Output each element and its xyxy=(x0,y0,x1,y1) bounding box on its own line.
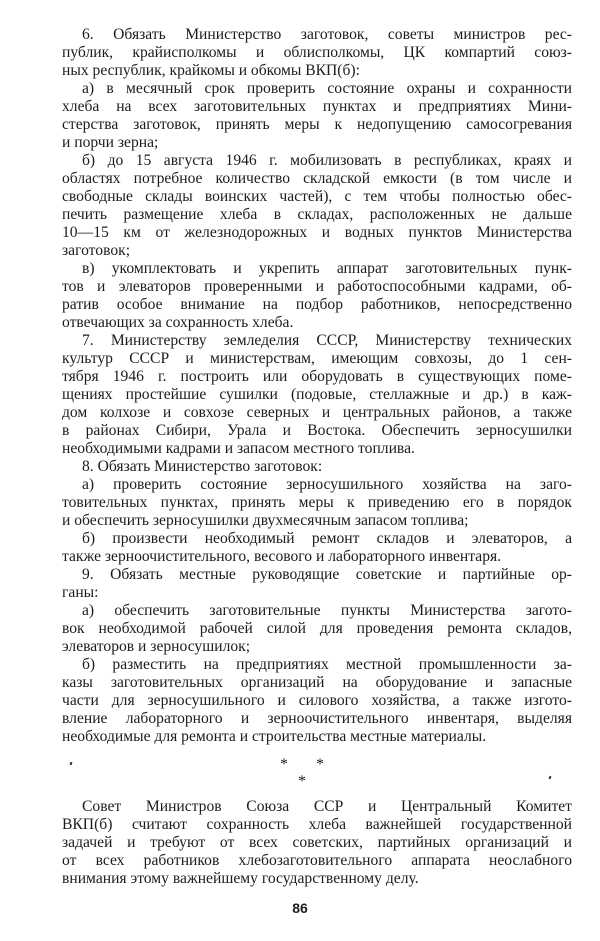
text-line: б) разместить на предприятиях местной промышленности за- xyxy=(82,656,572,673)
text-line: дом колхозе и совхозе северных и центральных районов, а также xyxy=(62,404,572,421)
text-line: а) обеспечить заготовительные пункты Министерства загото- xyxy=(82,602,572,619)
text-line: отвечающих за сохранность хлеба. xyxy=(62,314,294,331)
text-line: стерства заготовок, принять меры к недопущению самосогревания xyxy=(62,116,572,133)
text-line: 8. Обязать Министерство заготовок: xyxy=(82,458,323,475)
closing-paragraph xyxy=(62,798,572,888)
text-line: 7. Министерству земледелия СССР, Министерству технических xyxy=(82,332,572,349)
text-line: щениях простейшие сушилки (подовые, стеллажные и др.) в каж- xyxy=(62,386,572,403)
paragraph xyxy=(62,26,572,80)
text-line: 10—15 км от железнодорожных и водных пунктов Министерства xyxy=(62,224,572,241)
paragraph xyxy=(62,152,572,260)
text-line: элеваторов и зерносушилок; xyxy=(62,638,251,655)
page-number: 86 xyxy=(292,900,308,916)
text-line: и порчи зерна; xyxy=(62,134,159,151)
text-line: свободные склады воинских частей), с тем чтобы полностью обес- xyxy=(62,188,572,205)
text-line: печить размещение хлеба в складах, расположенных не дальше xyxy=(62,206,572,223)
text-line: также зерноочистительного, весового и лабораторного инвентаря. xyxy=(62,548,502,565)
text-line: б) до 15 августа 1946 г. мобилизовать в республиках, краях и xyxy=(82,152,572,169)
text-line: 9. Обязать местные руководящие советские и партийные ор- xyxy=(82,566,572,583)
asterisk: * xyxy=(316,756,324,773)
text-line: Совет Министров Союза ССР и Центральный Комитет xyxy=(82,798,572,815)
asterisk: * xyxy=(298,773,306,790)
paragraph xyxy=(62,566,572,602)
asterisk: * xyxy=(280,756,288,773)
text-line: ганы: xyxy=(62,584,99,601)
paragraph xyxy=(62,332,572,458)
text-line: культур СССР и министерствам, имеющим совхозы, до 1 сен- xyxy=(62,350,572,367)
text-line: от всех работников хлебозаготовительного аппарата неослабного xyxy=(62,852,572,869)
text-line: казы заготовительных организаций на оборудование и запасные xyxy=(62,674,572,691)
section-separator xyxy=(0,756,600,790)
text-line: в районах Сибири, Урала и Востока. Обеспечить зерносушилки xyxy=(62,422,572,439)
text-line: 6. Обязать Министерство заготовок, советы министров рес- xyxy=(82,26,572,43)
text-line: а) проверить состояние зерносушильного хозяйства на заго- xyxy=(82,476,572,493)
text-line: вок необходимой рабочей силой для проведения ремонта складов, xyxy=(62,620,572,637)
paragraph xyxy=(62,530,572,566)
text-line: внимания этому важнейшему государственному делу. xyxy=(62,870,419,887)
text-line: необходимыми кадрами и запасом местного топлива. xyxy=(62,440,415,457)
paragraph xyxy=(62,602,572,656)
text-line: областях потребное количество складской емкости (в том числе и xyxy=(62,170,572,187)
text-line: тов и элеваторов проверенными и работоспособными кадрами, об- xyxy=(62,278,572,295)
text-line: вление лабораторного и зерноочистительного инвентаря, выделяя xyxy=(62,710,572,727)
paragraph xyxy=(62,80,572,152)
text-line: заготовок; xyxy=(62,242,131,259)
text-line: задачей и требуют от всех советских, партийных организаций и xyxy=(62,834,572,851)
text-line: необходимые для ремонта и строительства местные материалы. xyxy=(62,728,487,745)
paragraph xyxy=(62,476,572,530)
text-line: части для зерносушильного и силового хозяйства, а также изгото- xyxy=(62,692,572,709)
text-line: публик, крайисполкомы и облисполкомы, ЦК компартий союз- xyxy=(62,44,572,61)
paragraph xyxy=(62,260,572,332)
text-line: тября 1946 г. построить или оборудовать в существующих поме- xyxy=(62,368,572,385)
text-line: ных республик, крайкомы и обкомы ВКП(б): xyxy=(62,62,360,79)
paragraph xyxy=(62,458,572,476)
paragraph xyxy=(62,656,572,746)
text-line: в) укомплектовать и укрепить аппарат заготовительных пунк- xyxy=(82,260,572,277)
document-body xyxy=(62,26,572,746)
text-line: б) произвести необходимый ремонт складов и элеваторов, а xyxy=(82,530,572,547)
text-line: хлеба на всех заготовительных пунктах и предприятиях Мини- xyxy=(62,98,572,115)
text-line: и обеспечить зерносушилки двухмесячным запасом топлива; xyxy=(62,512,469,529)
text-line: ВКП(б) считают сохранность хлеба важнейшей государственной xyxy=(62,816,572,833)
text-line: ратив особое внимание на подбор работников, непосредственно xyxy=(62,296,572,313)
text-line: а) в месячный срок проверить состояние охраны и сохранности xyxy=(82,80,572,97)
text-line: товительных пунктах, принять меры к приведению его в порядок xyxy=(62,494,572,511)
